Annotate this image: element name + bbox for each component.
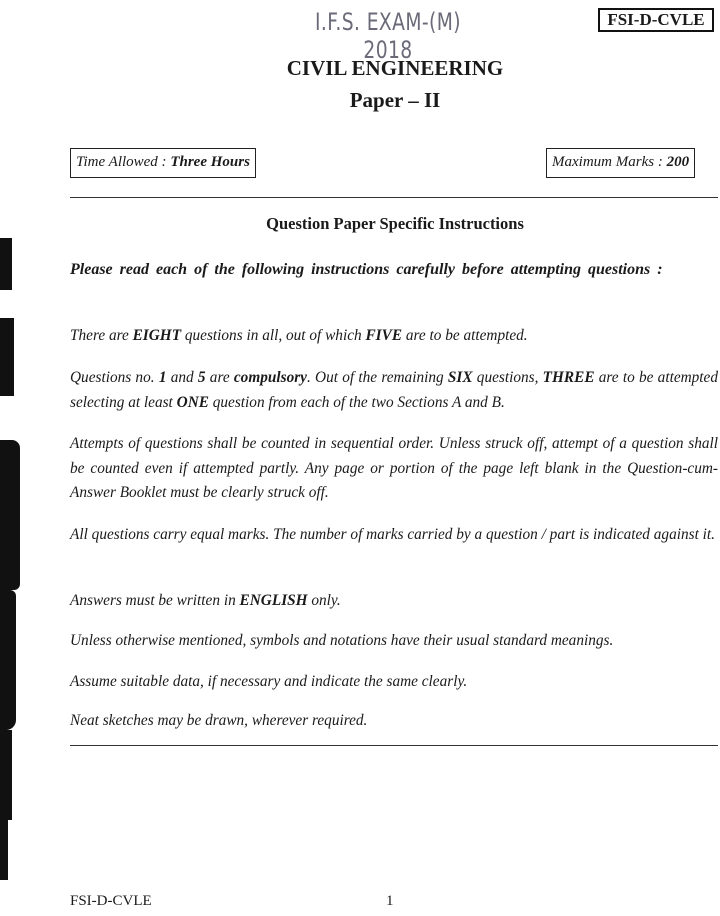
top-divider [70, 197, 718, 198]
time-label: Time Allowed : [76, 154, 171, 170]
page-number: 1 [386, 893, 394, 909]
instruction-4: All questions carry equal marks. The number of marks carried by a question / part is indicated against it. [70, 526, 715, 543]
bottom-divider [70, 745, 718, 746]
instruction-5: Answers must be written in ENGLISH only. [70, 592, 341, 609]
instruction-3: Attempts of questions shall be counted in sequential order. Unless struck off, attempt of a question shall be counted even if attempted partly. Any page or portion of the page left blank in the Question-cum-Answer Booklet must be clearly struck off. [70, 435, 718, 501]
instruction-6: Unless otherwise mentioned, symbols and notations have their usual standard meanings. [70, 632, 614, 649]
footer-code: FSI-D-CVLE [70, 893, 152, 909]
maximum-marks-box [546, 148, 695, 178]
time-value: Three Hours [170, 154, 250, 170]
marks-label: Maximum Marks : [552, 154, 667, 170]
marks-value: 200 [666, 154, 690, 170]
instructions-lead: Please read each of the following instructions carefully before attempting questions : [70, 261, 663, 278]
instruction-7: Assume suitable data, if necessary and indicate the same clearly. [70, 673, 468, 690]
instructions-title: Question Paper Specific Instructions [266, 214, 524, 233]
instruction-8: Neat sketches may be drawn, wherever required. [70, 712, 368, 729]
scan-edge-shadow [0, 0, 22, 916]
instruction-2: Questions no. 1 and 5 are compulsory. Out of the remaining SIX questions, THREE are to be attempted selecting at least ONE question from each of the two Sections A and B. [70, 369, 718, 411]
instruction-1: There are EIGHT questions in all, out of which FIVE are to be attempted. [70, 327, 528, 344]
subject-title: CIVIL ENGINEERING [286, 56, 504, 80]
paper-code-box: FSI-D-CVLE [598, 8, 714, 32]
exam-stamp: I.F.S. EXAM-(M) 2018 [315, 8, 461, 64]
time-allowed-box [70, 148, 256, 178]
paper-title: Paper – II [349, 88, 441, 112]
